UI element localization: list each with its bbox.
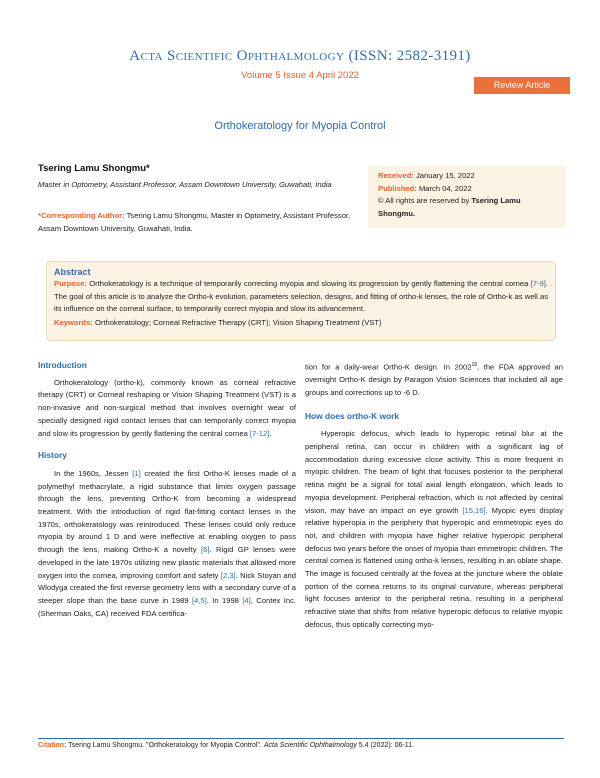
paragraph-text: . Rigid GP lenses were developed in the late 1970s utilizing new plastic materials that allowed more oxygen into the cornea, improving comfort and safety bbox=[38, 545, 296, 580]
paragraph bbox=[38, 377, 296, 441]
paragraph bbox=[305, 428, 563, 631]
volume-issue: Volume 5 Issue 4 April 2022 bbox=[241, 70, 359, 81]
author-name: Tsering Lamu Shongmu* bbox=[38, 163, 150, 174]
reference-link[interactable]: [2,3] bbox=[220, 570, 236, 580]
received-label: Received: bbox=[378, 171, 414, 180]
abstract-heading: Abstract bbox=[54, 267, 91, 277]
dates-box bbox=[368, 166, 566, 228]
corr-label: *Corresponding Author: bbox=[38, 211, 125, 220]
received-date bbox=[378, 170, 556, 183]
section-heading-how-ortho-k-works: How does ortho-K work bbox=[305, 410, 399, 421]
published-label: Published: bbox=[378, 183, 417, 193]
reference-link[interactable]: [4] bbox=[242, 595, 251, 605]
corr-text: Tsering Lamu Shongmu, Master in Optometry, Assistant Professor, Assam Downtown University, Guwahati, India. bbox=[38, 211, 351, 233]
section-heading-history: History bbox=[38, 450, 67, 461]
abstract-purpose bbox=[54, 278, 548, 316]
reference-link[interactable]: [7-12] bbox=[249, 428, 270, 438]
paragraph-text: . In 1998 bbox=[206, 595, 243, 605]
reference-link[interactable]: [7-9] bbox=[530, 279, 546, 288]
rights-holder: Tsering Lamu Shongmu. bbox=[378, 196, 521, 218]
paragraph-text: In the 1960s, Jessen bbox=[54, 468, 133, 478]
abstract-box bbox=[46, 261, 556, 341]
author-affiliation: Master in Optometry, Assistant Professor, Assam Downtown University, Guwahati, India bbox=[38, 180, 332, 189]
received-value: January 15, 2022 bbox=[413, 171, 475, 180]
citation-journal: Acta Scientific Ophthalmology bbox=[263, 742, 357, 749]
paragraph-text: created the first Ortho-K lenses made of a polymethyl methacrylate, a rigid substance that limits oxygen passage through the lens, preventing Ortho-K from becoming a widespread treatment. With the introduction of rigid flat-fitting contact lenses in the 1970s, orthokeratology was reintroduced. These lenses could only reduce myopia by around 1 D and were ineffective at enabling oxygen to pass through the lens, making Ortho-K a novelty bbox=[38, 468, 296, 555]
paragraph bbox=[38, 468, 296, 620]
rights-text: © All rights are reserved by bbox=[378, 196, 472, 205]
citation-text-end: 5.4 (2022): 06-11. bbox=[356, 742, 414, 749]
right-column bbox=[305, 359, 563, 632]
purpose-text-cont: . The goal of this article is to analyze the Ortho-k evolution, parameters selection, designs, and fitting of ortho-k lenses, the role of Ortho-k as well as its influence on the corneal surface, to temporarily correct myopia and slow its advancement. bbox=[54, 279, 548, 313]
paragraph bbox=[305, 359, 563, 400]
superscript: 18 bbox=[471, 362, 478, 368]
article-type-badge: Review Article bbox=[474, 77, 570, 94]
published-date bbox=[378, 183, 556, 196]
published-value: March 04, 2022 bbox=[416, 183, 472, 193]
corresponding-author bbox=[38, 209, 358, 235]
purpose-label: Purpose: bbox=[54, 279, 87, 288]
rights bbox=[378, 195, 556, 220]
paragraph-text: , the FDA approved an overnight Ortho-K design by Paragon Vision Sciences that included all age groups and corrections up to -6 D. bbox=[305, 362, 563, 397]
citation-label: Citation: bbox=[38, 742, 67, 749]
footer-rule bbox=[38, 738, 564, 739]
purpose-text: Orthokeratology is a technique of temporarily correcting myopia and slowing its progression by gently flattening the central cornea bbox=[86, 279, 531, 288]
paragraph-text: tion for a daily-wear Ortho-K design. In 2002 bbox=[305, 362, 472, 372]
journal-title: Acta Scientific Ophthalmology (ISSN: 2582-3191) bbox=[129, 48, 471, 64]
paragraph-text: . Nick Stoyan and Wlodyga created the first reverse geometry lens with a secondary curve of a steeper slope than the base curve in 1989 bbox=[38, 570, 296, 605]
paragraph-text: , Contex Inc. (Sherman Oaks, CA) received FDA certifica- bbox=[38, 595, 296, 618]
citation-text: Tsering Lamu Shongmu. "Orthokeratology for Myopia Control". bbox=[66, 742, 264, 749]
keywords-label: Keywords: bbox=[54, 317, 93, 327]
abstract-keywords bbox=[54, 317, 548, 330]
reference-link[interactable]: [6] bbox=[201, 545, 210, 555]
citation-footer bbox=[38, 742, 414, 749]
article-title: Orthokeratology for Myopia Control bbox=[214, 120, 386, 132]
left-column bbox=[38, 359, 296, 620]
paragraph-text: Hyperopic defocus, which leads to hyperopic retinal blur at the peripheral retina, can occur in children with a significant lag of accommodation during excessive close activity. This is more frequent in myopic children. The beam of light that focuses posterior to the peripheral retina might be a signal for total axial length elongation, which leads to myopia development. Peripheral refraction, which is not affected by central vision, may have an impact on eye growth bbox=[305, 429, 563, 515]
paragraph-text: Orthokeratology (ortho-k), commonly known as corneal refractive therapy (CRT) or Corneal reshaping or Vision Shaping Treatment (VST) is a non-invasive and non-surgical method that involves overnight wear of specially designed rigid contact lenses that can temporarily correct myopia and slow its progression by gently flattening the central cornea bbox=[38, 377, 296, 438]
keywords-text: Orthokeratology; Corneal Refractive Therapy (CRT); Vision Shaping Treatment (VST) bbox=[92, 317, 382, 327]
paragraph-text: . Myopic eyes display relative hyperopia in the periphery that hyperopic and emmetropic eyes do not, and children with myopia have higher relative hyperopic peripheral defocus two years before the onset of myopia than emmetropic children. The central cornea is flattened using ortho-k lenses, resulting in an oblate shape. The image is focused centrally at the fovea at the juncture where the oblate portion of the cornea returns to its original curvature, whereas peripheral light focuses anterior to the peripheral retina, resulting in a peripheral refractive state that shifts from relative hyperopic defocus to relative myopic defocus, thus optically correcting myo- bbox=[305, 505, 563, 629]
paragraph-text: . bbox=[269, 428, 272, 438]
reference-link[interactable]: [15,16] bbox=[462, 505, 486, 515]
reference-link[interactable]: [1] bbox=[132, 468, 141, 478]
reference-link[interactable]: [4,5] bbox=[191, 595, 207, 605]
section-heading-introduction: Introduction bbox=[38, 360, 87, 370]
